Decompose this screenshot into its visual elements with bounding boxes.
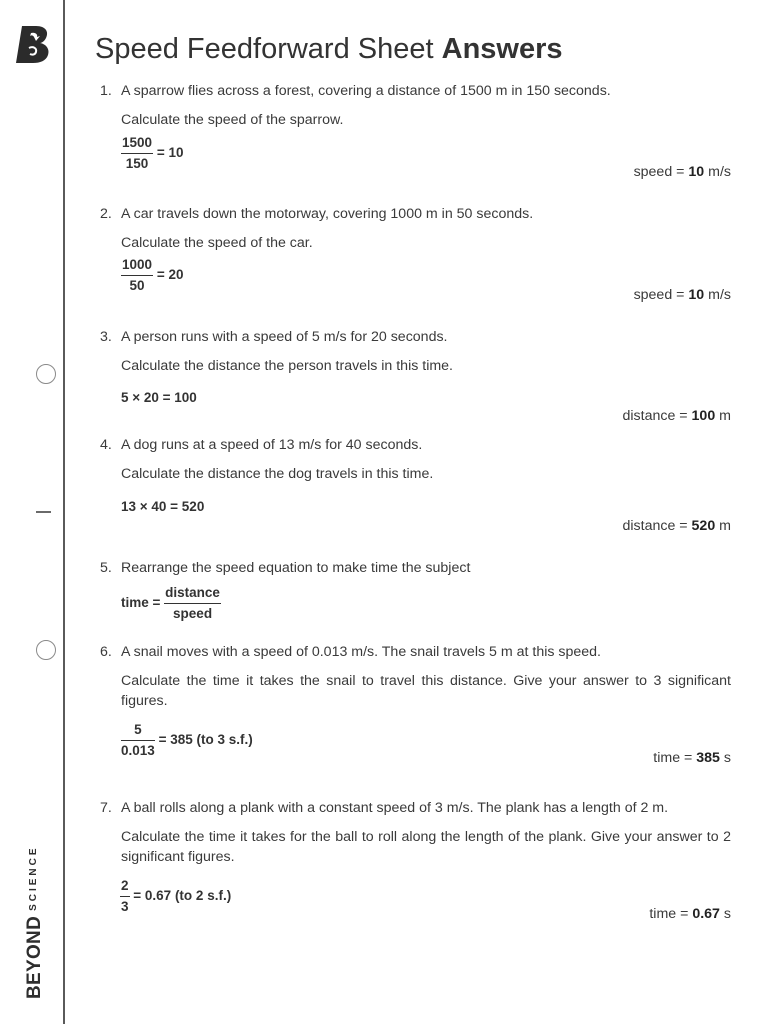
result: = 10 (156, 145, 184, 161)
punch-hole-bottom (36, 640, 56, 660)
answer-unit: m (719, 518, 731, 534)
beyond-logo-icon (16, 24, 52, 64)
answer-label: distance = (622, 518, 688, 534)
result: = 385 (to 3 s.f.) (158, 732, 253, 748)
answer-label: time = (649, 906, 689, 922)
question-instruction: Calculate the time it takes for the ball to roll along the length of the plank. Give your answer to 2 significant figures. (121, 829, 731, 865)
working-5 (121, 585, 221, 622)
answer-label: speed = (633, 287, 685, 303)
question-instruction: Calculate the time it takes the snail to travel this distance. Give your answer to 3 significant figures. (121, 673, 731, 709)
question-number: 3. (100, 329, 112, 345)
denominator: speed (173, 606, 213, 621)
answer-2 (634, 287, 731, 303)
numerator: distance (164, 585, 221, 604)
question-number: 2. (100, 206, 112, 222)
question-text: A ball rolls along a plank with a constant speed of 3 m/s. The plank has a length of 2 m. (121, 800, 669, 816)
question-instruction: Calculate the distance the dog travels in this time. (121, 466, 434, 482)
working-6 (121, 722, 253, 759)
question-number: 6. (100, 644, 112, 660)
title-bold: Answers (441, 33, 563, 65)
brand-sub: SCIENCE (28, 845, 39, 911)
brand-vertical (24, 845, 46, 999)
answer-unit: m/s (708, 164, 731, 180)
result: = 0.67 (to 2 s.f.) (133, 888, 232, 904)
question-text: A dog runs at a speed of 13 m/s for 40 seconds. (121, 437, 423, 453)
title-main: Speed Feedforward Sheet (95, 33, 434, 65)
numerator: 1000 (121, 257, 153, 276)
result: = 20 (156, 267, 184, 283)
question-text: A person runs with a speed of 5 m/s for 20 seconds. (121, 329, 448, 345)
question-instruction: Calculate the speed of the sparrow. (121, 112, 344, 128)
punch-hole-top (36, 364, 56, 384)
answer-3 (623, 408, 731, 424)
answer-1 (634, 164, 731, 180)
denominator: 50 (129, 278, 145, 293)
answer-value: 520 (691, 518, 716, 534)
answer-unit: s (723, 750, 731, 766)
denominator: 150 (125, 156, 149, 171)
equation-lhs: time = (121, 595, 161, 611)
answer-value: 10 (688, 287, 705, 303)
page-title (95, 33, 563, 66)
working-7 (120, 878, 231, 915)
question-number: 4. (100, 437, 112, 453)
answer-unit: m/s (708, 287, 731, 303)
answer-7 (649, 906, 731, 922)
numerator: 2 (120, 878, 130, 897)
brand-name: BEYOND (24, 915, 45, 999)
question-instruction: Calculate the distance the person travels in this time. (121, 358, 453, 374)
denominator: 0.013 (121, 743, 155, 758)
answer-value: 385 (696, 750, 720, 766)
question-number: 5. (100, 560, 112, 576)
denominator: 3 (121, 899, 129, 914)
answer-4 (623, 518, 731, 534)
numerator: 5 (121, 722, 155, 741)
working-2 (121, 257, 183, 294)
answer-6 (653, 750, 731, 766)
answer-value: 100 (691, 408, 716, 424)
question-text: A snail moves with a speed of 0.013 m/s. The snail travels 5 m at this speed. (121, 644, 601, 660)
answer-value: 10 (688, 164, 705, 180)
answer-value: 0.67 (692, 906, 720, 922)
answer-label: speed = (633, 164, 685, 180)
question-text: A sparrow flies across a forest, covering a distance of 1500 m in 150 seconds. (121, 83, 611, 99)
question-instruction: Calculate the speed of the car. (121, 235, 313, 251)
question-text: A car travels down the motorway, covering 1000 m in 50 seconds. (121, 206, 534, 222)
answer-unit: s (723, 906, 731, 922)
answer-label: time = (653, 750, 693, 766)
numerator: 1500 (121, 135, 153, 154)
question-number: 1. (100, 83, 112, 99)
working-4: 13 × 40 = 520 (121, 499, 205, 514)
question-number: 7. (100, 800, 112, 816)
answer-label: distance = (622, 408, 688, 424)
working-1 (121, 135, 183, 172)
question-text: Rearrange the speed equation to make time the subject (121, 560, 471, 576)
working-3: 5 × 20 = 100 (121, 390, 197, 405)
margin-line (63, 0, 65, 1024)
answer-unit: m (719, 408, 731, 424)
fold-mark (36, 511, 51, 513)
